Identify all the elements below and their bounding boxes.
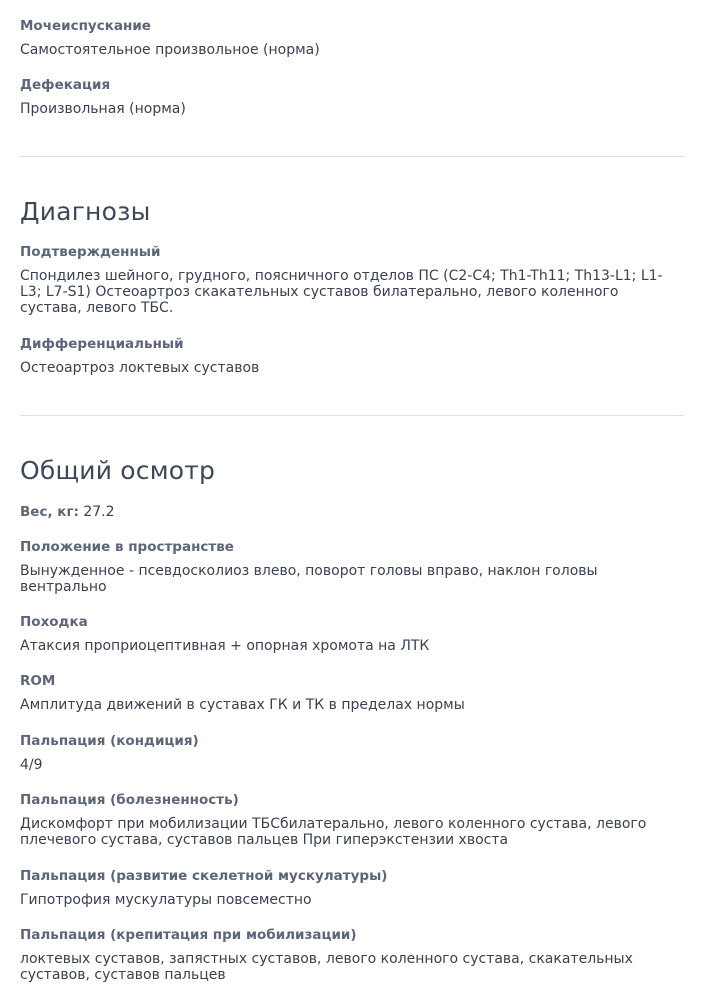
field-label: Дефекация — [20, 77, 111, 93]
field-urination — [20, 18, 684, 58]
field-gait — [20, 614, 684, 654]
field-value: 4/9 — [20, 757, 43, 773]
field-differential-diagnosis — [20, 336, 684, 376]
field-confirmed-diagnosis — [20, 244, 684, 316]
field-value: Амплитуда движений в суставах ГК и ТК в пределах нормы — [20, 697, 465, 713]
field-label: Походка — [20, 614, 88, 630]
field-defecation — [20, 77, 684, 117]
field-label: Пальпация (крепитация при мобилизации) — [20, 927, 357, 943]
field-label: Пальпация (кондиция) — [20, 733, 199, 749]
field-label: Дифференциальный — [20, 336, 184, 352]
field-value: Дискомфорт при мобилизации ТБСбилатерально, левого коленного сустава, левого плечевого сустава, суставов пальцев При гиперэкстензии хвоста — [20, 816, 647, 848]
field-label: Пальпация (болезненность) — [20, 792, 239, 808]
field-label: Пальпация (развитие скелетной мускулатуры) — [20, 868, 388, 884]
field-weight — [20, 504, 115, 520]
field-label: Мочеиспускание — [20, 18, 151, 34]
field-value: Спондилез шейного, грудного, поясничного отделов ПС (C2-C4; Th1-Th11; Th13-L1; L1-L3; L7-S1) Остеоартроз скакательных суставов билатерально, левого коленного сустава, левого ТБС. — [20, 268, 663, 316]
field-palpation-crepitus — [20, 927, 684, 983]
field-palpation-muscles — [20, 868, 684, 908]
weight-value: 27.2 — [83, 504, 115, 520]
section-title-diagnoses: Диагнозы — [20, 197, 151, 226]
section-title-exam: Общий осмотр — [20, 456, 216, 485]
field-value: Самостоятельное произвольное (норма) — [20, 42, 320, 58]
field-body-position — [20, 539, 684, 595]
section-divider — [20, 415, 684, 416]
field-palpation-condition — [20, 733, 684, 773]
field-value: локтевых суставов, запястных суставов, левого коленного сустава, скакательных суставов, суставов пальцев — [20, 951, 633, 983]
field-palpation-pain — [20, 792, 684, 848]
field-value: Остеоартроз локтевых суставов — [20, 360, 260, 376]
field-label: Положение в пространстве — [20, 539, 234, 555]
field-label: ROM — [20, 673, 56, 689]
field-value: Атаксия проприоцептивная + опорная хромота на ЛТК — [20, 638, 430, 654]
field-label: Подтвержденный — [20, 244, 161, 260]
field-rom — [20, 673, 684, 713]
field-value: Произвольная (норма) — [20, 101, 186, 117]
section-divider — [20, 156, 684, 157]
field-value: Вынужденное - псевдосколиоз влево, поворот головы вправо, наклон головы вентрально — [20, 563, 598, 595]
weight-label: Вес, кг: — [20, 504, 79, 520]
field-value: Гипотрофия мускулатуры повсеместно — [20, 892, 312, 908]
